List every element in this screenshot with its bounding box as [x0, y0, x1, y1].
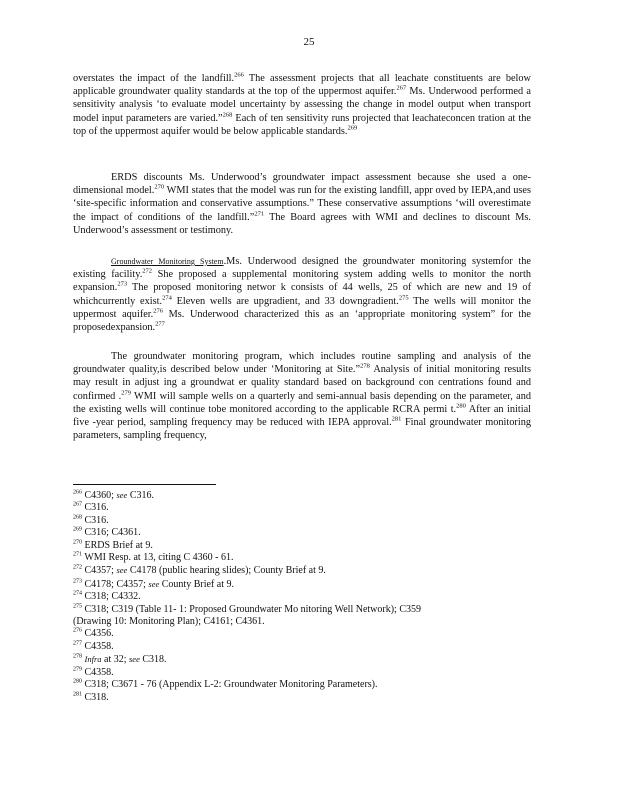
p3-text: The wells will monitor the uppermost aquifer.: [73, 295, 531, 320]
p1-text: overstates the impact of the landfill.: [73, 73, 235, 84]
p2-text: The Board agrees with WMI and declines to discount Ms. Underwood’s assessment or testimony.: [73, 211, 531, 236]
paragraph-2: [73, 171, 531, 237]
p2-text: WMI states that the model was run for the existing landfill, appr oved by IEPA,and uses ‘site-specific information and conservative assumptions.” These conservative assumptions ‘will overestimate the impact of conditions of the landfill.”: [73, 185, 531, 223]
p3-text: .Ms. Underwood designed the groundwater monitoring systemfor the existing facility.: [73, 256, 531, 281]
footnote-ref: 275: [398, 294, 409, 302]
footnote-ref: 267: [396, 84, 407, 92]
p1-text: The assessment projects that all leachate constituents are below applicable groundwater quality standards at the top of the uppermost aquifer.: [73, 73, 531, 98]
footnote-ref: 277: [155, 320, 165, 328]
footnote: $^{275}$ C318; C319 (Table 11- 1: Proposed Groundwater Mo nitoring Well Network); C359: [73, 603, 422, 615]
p4-text: The groundwater monitoring program, which includes routine sampling and analysis of the groundwater quality,is described below under ‘Monitoring at Site.”: [73, 351, 531, 376]
footnote: $^{266}$ C4360; see C316.: [73, 489, 154, 501]
footnote-ref: 276: [153, 307, 163, 315]
footnote-ref: 271: [254, 210, 265, 218]
p1-text: Ms. Underwood performed a sensitivity analysis ‘to evaluate model uncertainty by assessing the change in model output when transport model input parameters are varied.”: [73, 86, 531, 124]
footnote: $^{279}$ C4358.: [73, 666, 114, 678]
footnote-ref: 266: [234, 71, 244, 79]
footnote: $^{280}$ C318; C3671 - 76 (Appendix L-2: Groundwater Monitoring Parameters).: [73, 678, 378, 691]
p4-text: Analysis of initial monitoring results may result in adjust ing a groundwat er quality standard based on background con centrations found and confirmed .: [73, 364, 531, 402]
p3-text: The proposed monitoring networ k consists of 44 wells, 25 of which are new and 19 of whichcurrently exist.: [73, 282, 531, 307]
footnote-ref: 273: [117, 280, 128, 288]
footnote-ref: 272: [142, 267, 153, 275]
footnote: $^{268}$ C316.: [73, 514, 109, 526]
paragraph-4: [73, 350, 531, 442]
p3-text: Eleven wells are upgradient, and 33 downgradient.: [171, 295, 399, 307]
p1-text: Each of ten sensitivity runs projected that leachateconcen tration at the top of the uppermost aquifer would be below applicable standards.: [73, 112, 531, 137]
p4-text: After an initial five -year period, sampling frequency may be reduced with IEPA approval.: [73, 403, 532, 429]
section-heading: Groundwater Monitoring System: [111, 257, 224, 266]
footnote-ref: 269: [347, 124, 358, 132]
footnote: $^{278}$ Infra at 32; see C318.: [73, 653, 167, 666]
footnote-ref: 281: [391, 415, 402, 423]
p4-text: WMI will sample wells on a quarterly and semi-annual basis depending on the parameter, and the existing wells will continue tobe monitored according to the applicable RCRA permi t.: [73, 390, 532, 415]
footnote: $^{273}$ C4178; C4357; see County Brief at 9.: [73, 578, 234, 590]
footnotes: [73, 489, 531, 704]
footnote-ref: 278: [360, 362, 370, 370]
footnote: $^{270}$ ERDS Brief at 9.: [73, 539, 153, 551]
footnote: $^{271}$ WMI Resp. at 13, citing C 4360 - 61.: [73, 551, 234, 564]
p4-text: Final groundwater monitoring parameters, sampling frequency,: [73, 417, 531, 442]
footnote-ref: 279: [121, 389, 131, 397]
p2-text: ERDS discounts Ms. Underwood’s groundwater impact assessment because she used a one-dimensional model.: [73, 172, 531, 197]
footnote-ref: 280: [456, 402, 466, 410]
footnote-separator: [73, 484, 216, 485]
p3-text: Ms. Underwood characterized this as an ‘appropriate monitoring system” for the proposedexpansion.: [73, 308, 531, 334]
footnote: $^{281}$ C318.: [73, 691, 109, 703]
paragraph-1: [73, 72, 531, 138]
footnote: $^{269}$ C316; C4361.: [73, 526, 141, 539]
footnote-ref: 274: [162, 294, 172, 302]
footnote: $^{272}$ C4357; see C4178 (public hearing slides); County Brief at 9.: [73, 565, 326, 577]
footnote-ref: 268: [222, 111, 233, 119]
footnote-continued: (Drawing 10: Monitoring Plan); C4161; C4361.: [73, 616, 265, 628]
footnote: $^{276}$ C4356.: [73, 628, 114, 640]
footnote: $^{274}$ C318; C4332.: [73, 590, 141, 603]
footnote-ref: 270: [154, 183, 165, 191]
paragraph-3: [73, 255, 531, 334]
footnote: $^{267}$ C316.: [73, 502, 109, 514]
p3-text: She proposed a supplemental monitoring system adding wells to monitor the north expansion.: [73, 269, 531, 294]
page-number: 25: [303, 36, 315, 48]
footnote: $^{277}$ C4358.: [73, 640, 114, 652]
